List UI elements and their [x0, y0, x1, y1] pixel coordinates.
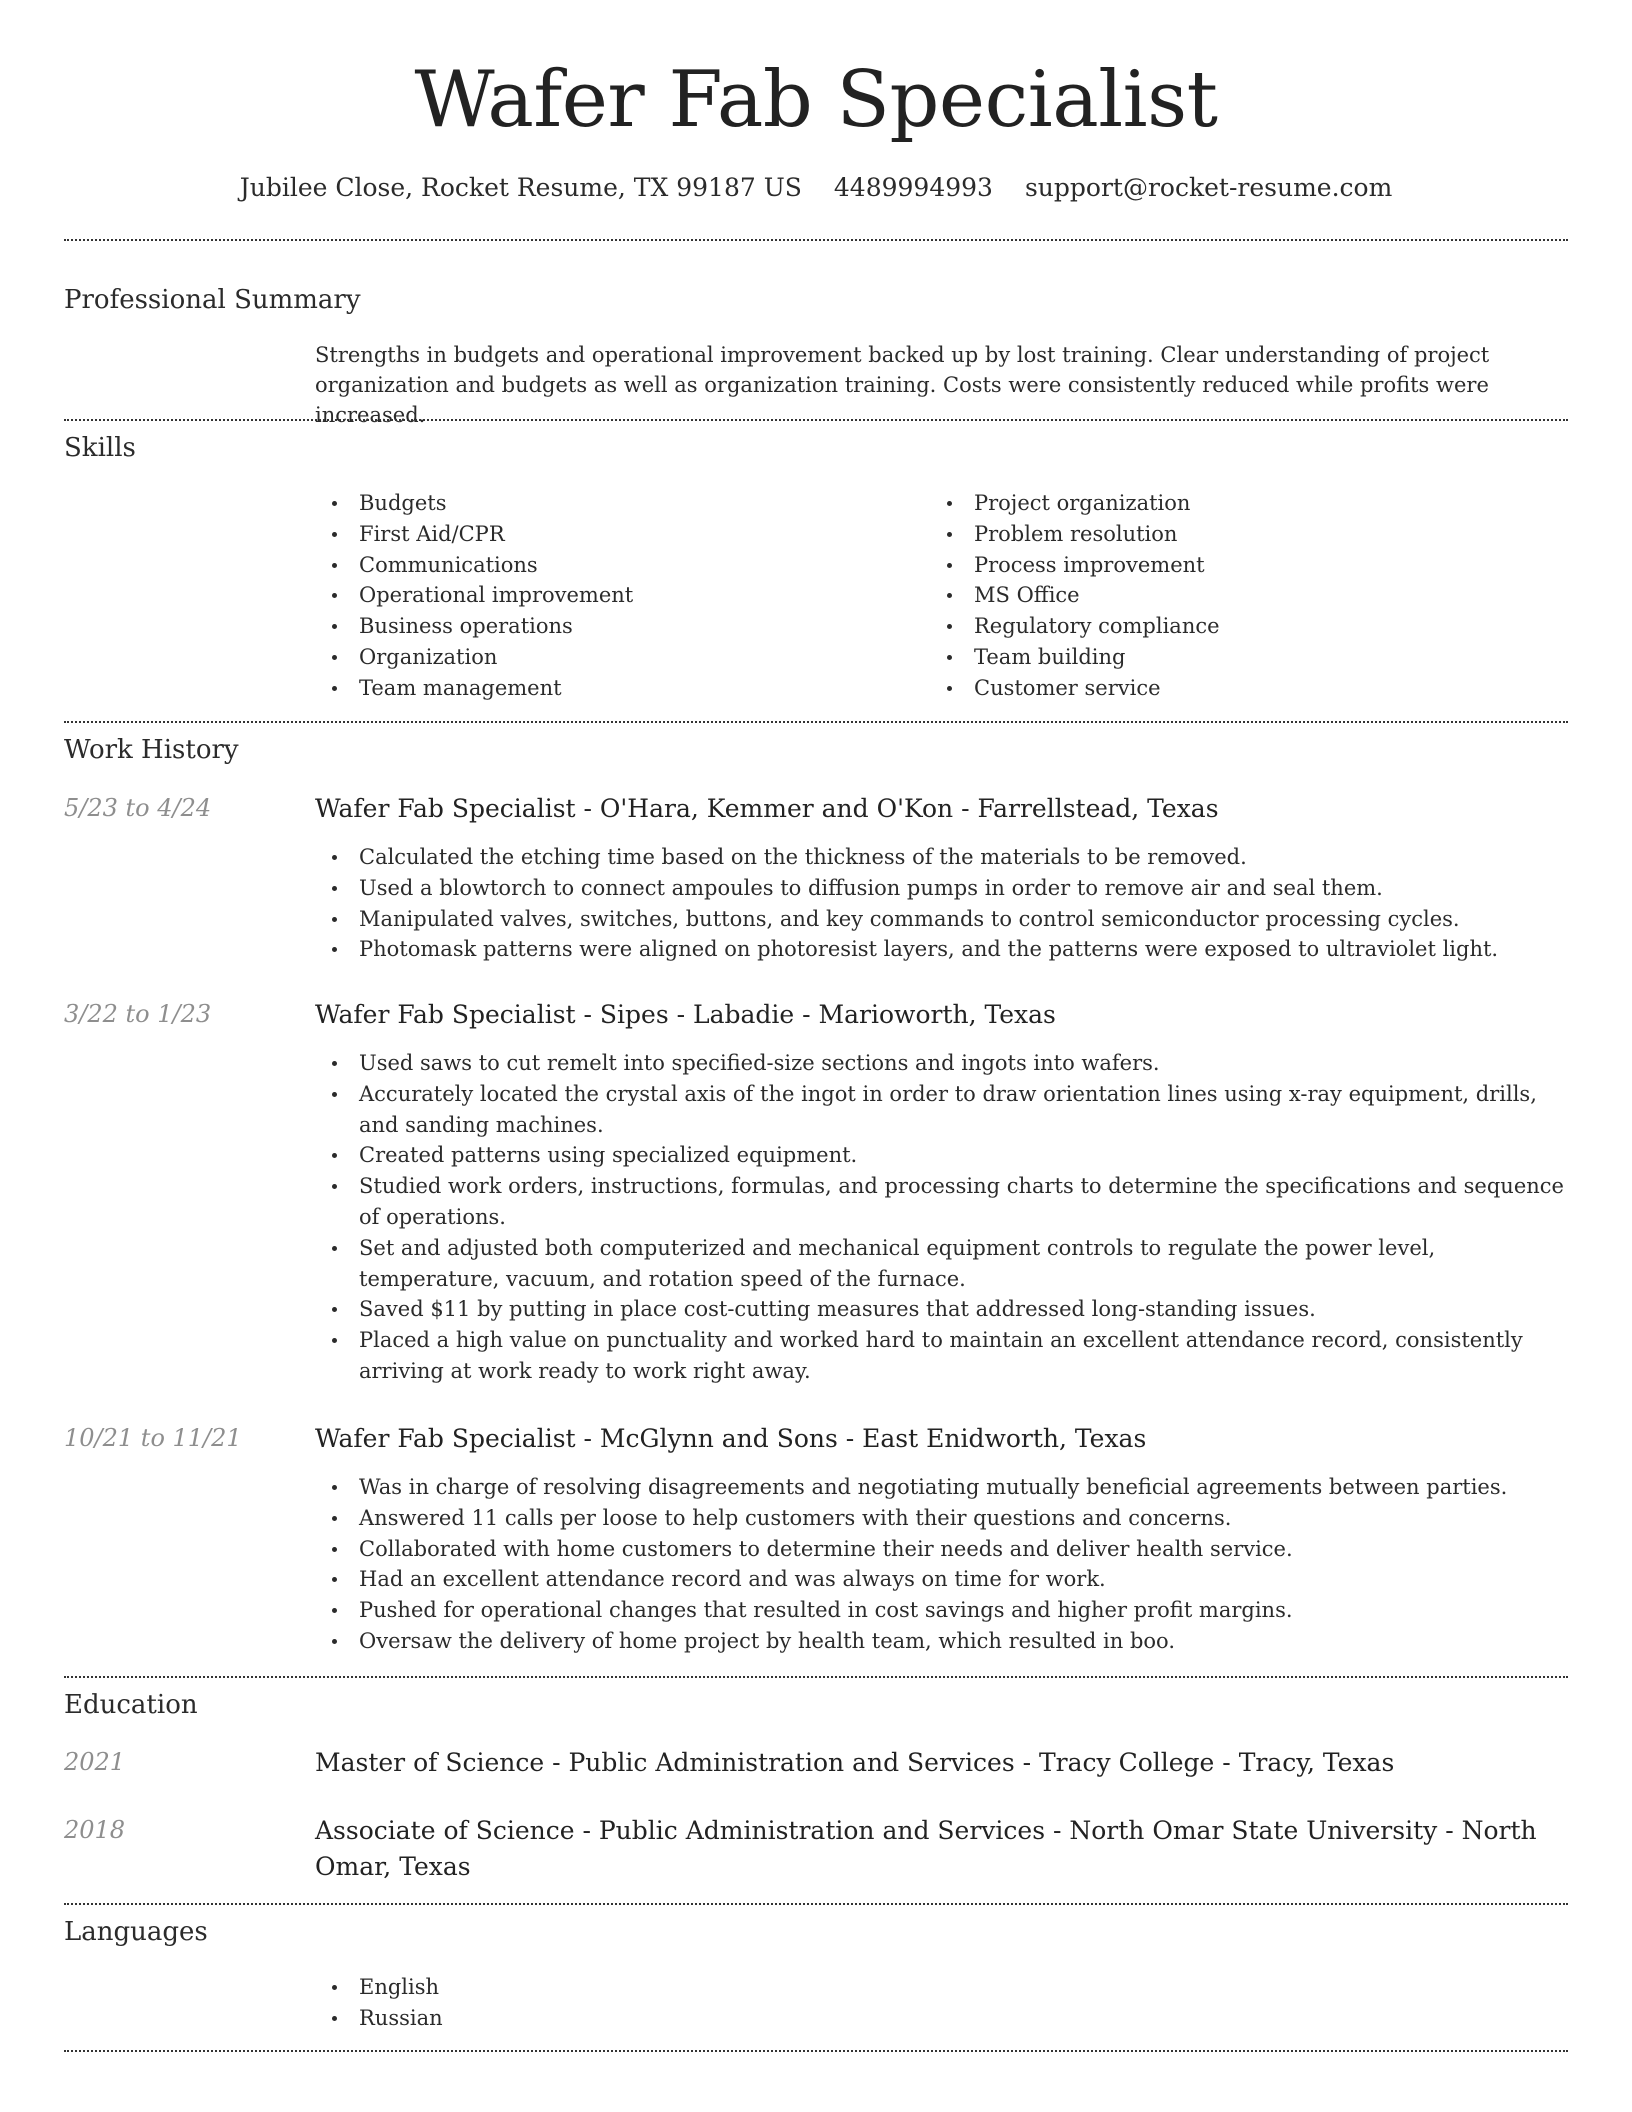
divider	[64, 1903, 1568, 1905]
job-bullet: Set and adjusted both computerized and mechanical equipment controls to regulate the power level, temperature, vacuum, and rotation speed of the furnace.	[315, 1233, 1570, 1295]
skill-item: Regulatory compliance	[930, 611, 1530, 642]
skill-item: Team management	[315, 673, 915, 704]
job-bullets	[315, 1048, 1570, 1387]
education-heading-item: Associate of Science - Public Administration and Services - North Omar State University - North Omar, Texas	[315, 1816, 1537, 1881]
skill-item: Budgets	[315, 488, 915, 519]
summary-text: Strengths in budgets and operational improvement backed up by lost training. Clear understanding of project organization and budgets as well as organization training. Costs were consistently reduced while profits were increased.	[315, 343, 1490, 427]
skill-item: First Aid/CPR	[315, 519, 915, 550]
divider	[64, 721, 1568, 723]
job-bullet: Placed a high value on punctuality and worked hard to maintain an excellent attendance record, consistently arriving at work ready to work right away.	[315, 1325, 1570, 1387]
job-heading: Wafer Fab Specialist - Sipes - Labadie - Marioworth, Texas	[315, 1000, 1056, 1029]
skill-item: Customer service	[930, 673, 1530, 704]
skill-item: Business operations	[315, 611, 915, 642]
education-heading-item: Master of Science - Public Administration and Services - Tracy College - Tracy, Texas	[315, 1748, 1395, 1777]
skill-item: Team building	[930, 642, 1530, 673]
education-heading: Education	[64, 1690, 198, 1720]
skill-item: Process improvement	[930, 550, 1530, 581]
skills-list-right	[930, 488, 1530, 704]
job-date: 10/21 to 11/21	[64, 1424, 242, 1452]
divider	[64, 1676, 1568, 1678]
divider	[64, 419, 1568, 421]
divider	[64, 2050, 1568, 2052]
work-heading: Work History	[64, 735, 239, 765]
job-bullet: Oversaw the delivery of home project by health team, which resulted in boo.	[315, 1626, 1570, 1657]
skill-item: Project organization	[930, 488, 1530, 519]
job-bullet: Saved $11 by putting in place cost-cutting measures that addressed long-standing issues.	[315, 1294, 1570, 1325]
contact-address: Jubilee Close, Rocket Resume, TX 99187 US	[239, 173, 802, 202]
job-bullet: Manipulated valves, switches, buttons, and key commands to control semiconductor processing cycles.	[315, 904, 1570, 935]
skill-item: Organization	[315, 642, 915, 673]
divider	[64, 239, 1568, 241]
job-bullet: Used saws to cut remelt into specified-size sections and ingots into wafers.	[315, 1048, 1570, 1079]
job-heading: Wafer Fab Specialist - McGlynn and Sons - East Enidworth, Texas	[315, 1424, 1147, 1453]
language-item: English	[315, 1972, 915, 2003]
summary-heading: Professional Summary	[64, 285, 361, 315]
job-bullet: Accurately located the crystal axis of the ingot in order to draw orientation lines using x-ray equipment, drills, and sanding machines.	[315, 1079, 1570, 1141]
job-bullet: Answered 11 calls per loose to help customers with their questions and concerns.	[315, 1503, 1570, 1534]
job-bullet: Had an excellent attendance record and was always on time for work.	[315, 1564, 1570, 1595]
languages-heading: Languages	[64, 1917, 208, 1947]
job-bullets	[315, 1472, 1570, 1657]
job-date: 3/22 to 1/23	[64, 1000, 212, 1028]
job-bullet: Used a blowtorch to connect ampoules to diffusion pumps in order to remove air and seal them.	[315, 873, 1570, 904]
skills-list-left	[315, 488, 915, 704]
job-bullet: Was in charge of resolving disagreements and negotiating mutually beneficial agreements between parties.	[315, 1472, 1570, 1503]
job-date: 5/23 to 4/24	[64, 794, 212, 822]
resume-name: Wafer Fab Specialist	[414, 55, 1218, 145]
contact-phone: 4489994993	[833, 173, 993, 202]
skill-item: Problem resolution	[930, 519, 1530, 550]
job-bullet: Photomask patterns were aligned on photoresist layers, and the patterns were exposed to ultraviolet light.	[315, 934, 1570, 965]
language-item: Russian	[315, 2003, 915, 2034]
job-bullet: Calculated the etching time based on the thickness of the materials to be removed.	[315, 842, 1570, 873]
job-bullet: Studied work orders, instructions, formulas, and processing charts to determine the specifications and sequence of operations.	[315, 1171, 1570, 1233]
job-heading: Wafer Fab Specialist - O'Hara, Kemmer and O'Kon - Farrellstead, Texas	[315, 794, 1219, 823]
skill-item: Communications	[315, 550, 915, 581]
job-bullet: Pushed for operational changes that resulted in cost savings and higher profit margins.	[315, 1595, 1570, 1626]
skill-item: MS Office	[930, 580, 1530, 611]
education-date: 2021	[64, 1748, 126, 1776]
job-bullets	[315, 842, 1570, 965]
job-bullet: Collaborated with home customers to determine their needs and deliver health service.	[315, 1534, 1570, 1565]
languages-list	[315, 1972, 915, 2034]
skills-heading: Skills	[64, 433, 136, 463]
contact-email: support@rocket-resume.com	[1024, 173, 1393, 202]
contact-line	[0, 170, 1632, 206]
job-bullet: Created patterns using specialized equipment.	[315, 1140, 1570, 1171]
education-date: 2018	[64, 1816, 126, 1844]
skill-item: Operational improvement	[315, 580, 915, 611]
